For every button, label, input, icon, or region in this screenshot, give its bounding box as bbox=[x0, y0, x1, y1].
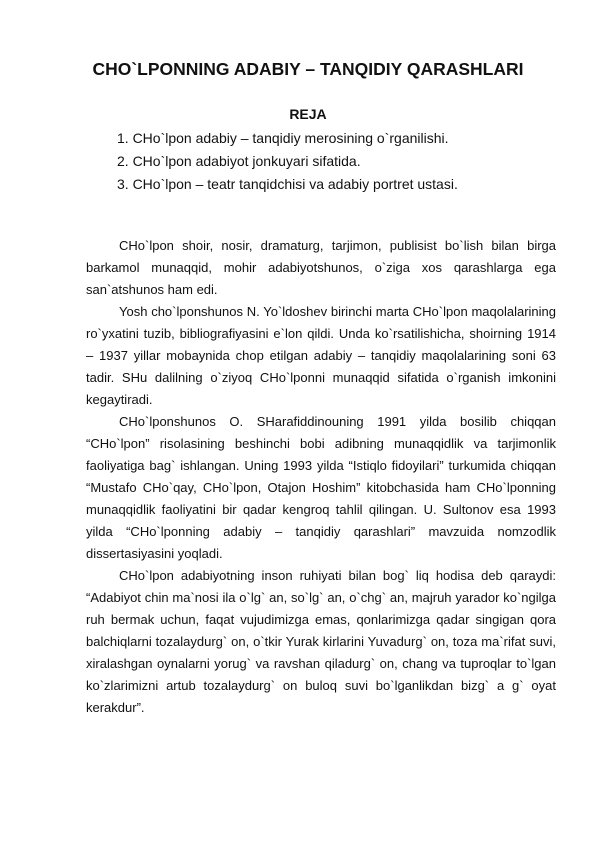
paragraph: CHo`lpon adabiyotning inson ruhiyati bilan bog` liq hodisa deb qaraydi: “Adabiyot chin ma`nosi ila o`lg` an, so`lg` an, o`chg` an, majruh yarador ko`ngilga ruh bermak uchun, faqat vujudimizga emas, qonlarimizga qadar singigan qora balchiqlarni tozalaydurg` on, o`tkir Yurak kirlarini Yuvadurg` on, toza ma`rifat suvi, xiralashgan oynalarni yorug` va ravshan qiladurg` on, chang va tuproqlar to`lgan ko`zlarimizni artub tozalaydurg` on buloq suvi bo`lganlikdan bizg` a g` oyat kerakdur”. bbox=[86, 568, 556, 715]
paragraph: CHo`lponshunos O. SHarafiddinouning 1991 yilda bosilib chiqqan “CHo`lpon” risolasining beshinchi bobi adibning munaqqidlik va tarjimonlik faoliyatiga bag` ishlangan. Uning 1993 yilda “Istiqlo fidoyilari” turkumida chiqqan “Mustafo CHo`qay, CHo`lpon, Otajon Hoshim” kitobchasida ham CHo`lponning munaqqidlik faoliyatini bir qadar kengroq tahlil qilingan. U. Sultonov esa 1993 yilda “CHo`lponning adabiy – tanqidiy qarashlari” mavzuida nomzodlik dissertasiyasini yoqladi. bbox=[86, 414, 556, 561]
paragraph: Yosh cho`lponshunos N. Yo`ldoshev birinchi marta CHo`lpon maqolalarining ro`yxatini tuzib, bibliografiyasini e`lon qildi. Unda ko`rsatilishicha, shoirning 1914 – 1937 yillar mobaynida chop etilgan adabiy – tanqidiy maqolalarining soni 63 tadir. SHu dalilning o`ziyoq CHo`lponni munaqqid sifatida o`rganish imkonini kegaytiradi. bbox=[86, 304, 556, 407]
plan-heading: REJA bbox=[289, 106, 327, 122]
plan-item: 2. CHo`lpon adabiyot jonkuyari sifatida. bbox=[117, 153, 361, 169]
plan-list bbox=[117, 127, 458, 196]
paragraph: CHo`lpon shoir, nosir, dramaturg, tarjimon, publisist bo`lish bilan birga barkamol munaqqid, mohir adabiyotshunos, o`ziga xos qarashlarga ega san`atshunos ham edi. bbox=[86, 238, 556, 297]
plan-item: 3. CHo`lpon – teatr tanqidchisi va adabiy portret ustasi. bbox=[117, 176, 458, 192]
document-title: CHO`LPONNING ADABIY – TANQIDIY QARASHLARI bbox=[92, 59, 524, 79]
body-text bbox=[86, 235, 556, 719]
plan-item: 1. CHo`lpon adabiy – tanqidiy merosining o`rganilishi. bbox=[117, 130, 449, 146]
